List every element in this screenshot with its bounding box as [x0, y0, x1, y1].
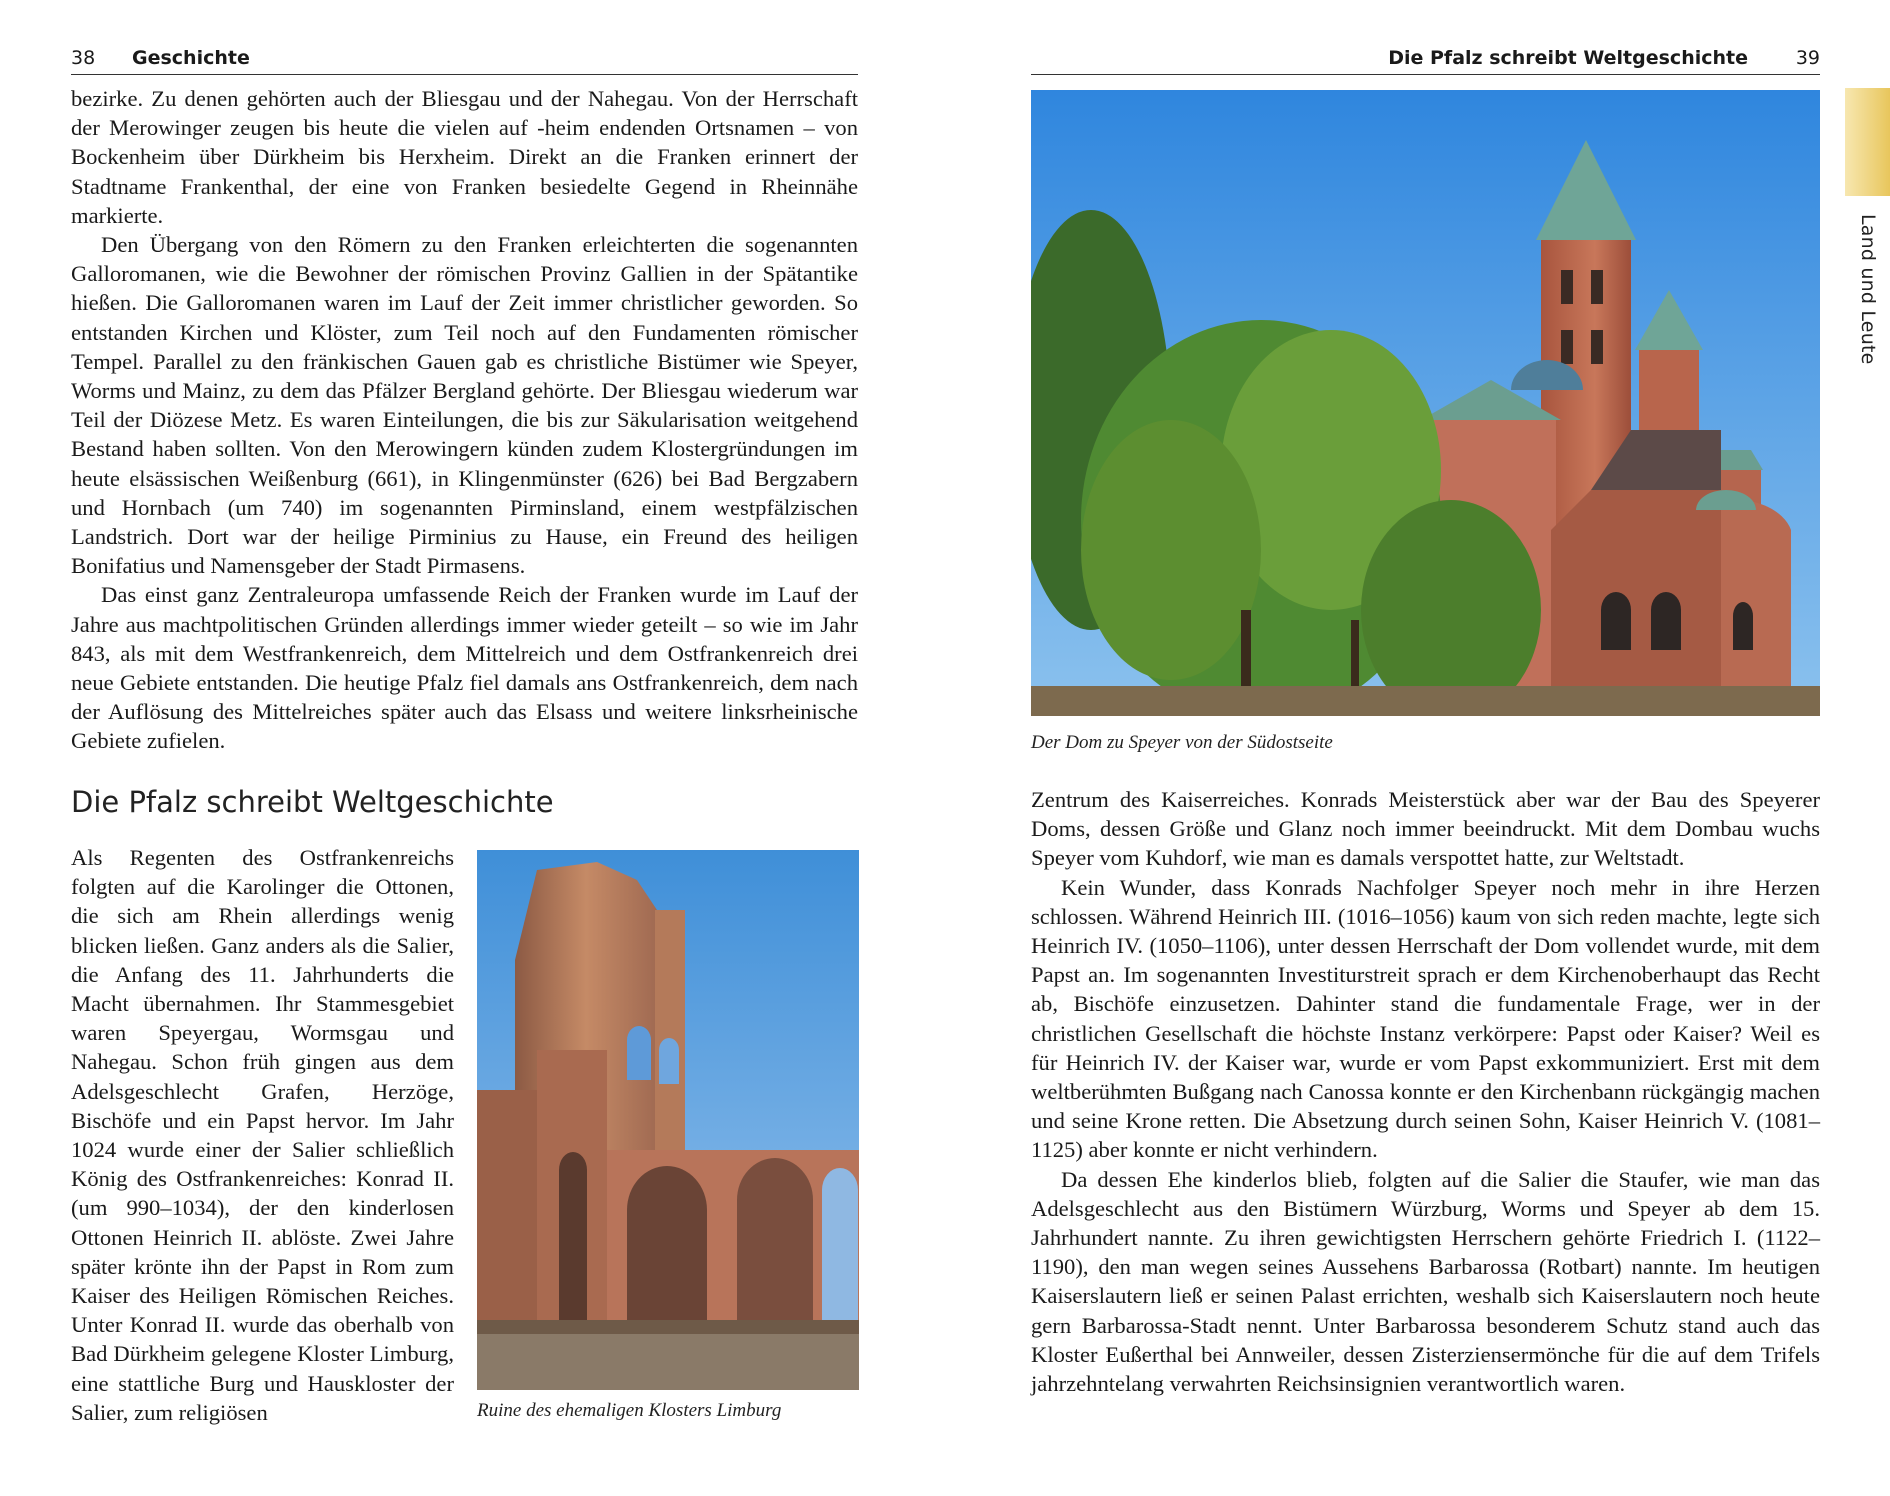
speyer-cathedral-photo — [1031, 90, 1820, 716]
limburg-ruin-photo — [477, 850, 859, 1390]
paragraph: Zentrum des Kaiserreiches. Konrads Meisterstück aber war der Bau des Speyerer Doms, dessen Größe und Glanz noch immer beeindruckt. Mit dem Dombau wuchs Speyer vom Kuhdorf, wie man es damals verspottet hatte, zur Weltstadt. — [1031, 787, 1820, 871]
chapter-side-label: Land und Leute — [1857, 214, 1879, 365]
left-body-text — [71, 84, 858, 756]
left-running-head: Geschichte — [132, 47, 250, 69]
section-title: Die Pfalz schreibt Weltgeschichte — [71, 785, 554, 819]
paragraph: Da dessen Ehe kinderlos blieb, folgten auf die Salier die Staufer, wie man das Adelsgeschlecht aus den Bistümern Würzburg, Worms und Speyer ab dem 15. Jahrhundert nannte. Zu ihren gewichtigsten Herrschern gehörte Friedrich I. (1122–1190), den man wegen seines Aussehens Barbarossa (Rotbart) nannte. Im heutigen Kaiserslautern ließ er seinen Palast errichten, weshalb sich Kaiserslautern noch heute gern Barbarossa-Stadt nennt. Unter Barbarossa besonderem Schutz stand auch das Kloster Eußerthal bei Annweiler, dessen Zisterziensermönche für die auf dem Trifels jahrzehntelang verwahrten Reichsinsignien verantwortlich waren. — [1031, 1166, 1820, 1397]
left-page-number: 38 — [71, 47, 96, 69]
paragraph: bezirke. Zu denen gehörten auch der Bliesgau und der Nahegau. Von der Herrschaft der Merowinger zeugen bis heute die vielen auf -heim endenden Ortsnamen – von Bockenheim über Dürkheim bis Herxheim. Direkt an die Franken erinnert der Stadtname Frankenthal, der eine von Franken besiedelte Gegend in Rheinnähe markierte. — [71, 86, 858, 228]
left-running-header — [71, 44, 858, 75]
right-running-header — [1031, 44, 1820, 75]
paragraph: Den Übergang von den Römern zu den Franken erleichterten die sogenannten Galloromanen, wie die Bewohner der römischen Provinz Gallien in der Spätantike hießen. Die Galloromanen waren im Lauf der Zeit immer christlicher geworden. So entstanden Kirchen und Klöster, zum Teil noch auf den Fundamenten römischer Tempel. Parallel zu den fränkischen Gauen gab es christliche Bistümer wie Speyer, Worms und Mainz, zu dem das Pfälzer Bergland gehörte. Der Bliesgau wiederum war Teil der Diözese Metz. Es waren Einteilungen, die bis zur Säkularisation weitgehend Bestand haben sollten. Von den Merowingern künden zudem Klostergründungen im heute elsässischen Weißenburg (661), in Klingenmünster (626) bei Bad Bergzabern und Hornbach (um 740) im sogenannten Pirminsland, einem westpfälzischen Landstrich. Dort war der heilige Pirminius zu Hause, ein Freund des heiligen Bonifatius und Namensgeber der Stadt Pirmasens. — [71, 232, 858, 579]
paragraph: Das einst ganz Zentraleuropa umfassende Reich der Franken wurde im Lauf der Jahre aus machtpolitischen Gründen allerdings immer wieder geteilt – so wie im Jahr 843, als mit dem Westfrankenreich, dem Mittelreich und dem Ostfrankenreich drei neue Gebiete entstanden. Die heutige Pfalz fiel damals ans Ostfrankenreich, dem nach der Auflösung des Mittelreiches später auch das Elsass und weitere linksrheinische Gebiete zufielen. — [71, 582, 858, 754]
chapter-tab-marker — [1845, 88, 1890, 196]
paragraph: Als Regenten des Ostfrankenreichs folgten auf die Karolinger die Ottonen, die sich am Rhein allerdings wenig blicken ließen. Ganz anders als die Salier, die Anfang des 11. Jahrhunderts die Macht übernahmen. Ihr Stammesgebiet waren Speyergau, Wormsgau und Nahegau. Schon früh gingen aus dem Adelsgeschlecht Grafen, Herzöge, Bischöfe und ein Papst hervor. Im Jahr 1024 wurde einer der Salier schließlich König des Ostfrankenreiches: Konrad II. (um 990–1034), der den kinderlosen Ottonen Heinrich II. ablöste. Zwei Jahre später krönte ihn der Papst in Rom zum Kaiser des Heiligen Römischen Reiches. Unter Konrad II. wurde das oberhalb von Bad Dürkheim gelegene Kloster Limburg, eine stattliche Burg und Hauskloster der Salier, zum religiösen — [71, 845, 454, 1425]
right-running-head: Die Pfalz schreibt Weltgeschichte — [1388, 47, 1748, 69]
speyer-photo-caption: Der Dom zu Speyer von der Südostseite — [1031, 732, 1333, 753]
right-body-text — [1031, 785, 1820, 1398]
right-page-number: 39 — [1795, 47, 1820, 69]
limburg-photo-caption: Ruine des ehemaligen Klosters Limburg — [477, 1400, 782, 1421]
left-column-text — [71, 843, 454, 1427]
paragraph: Kein Wunder, dass Konrads Nachfolger Speyer noch mehr in ihre Herzen schlossen. Während Heinrich III. (1016–1056) kaum von sich reden machte, legte sich Heinrich IV. (1050–1106), unter dessen Herrschaft der Dom vollendet wurde, mit dem Papst an. Im sogenannten Investiturstreit sprach er dem Kirchenoberhaupt das Recht ab, Bischöfe einzusetzen. Dahinter stand die fundamentale Frage, wer in der christlichen Gesellschaft die höchste Instanz verkörpere: Papst oder Kaiser? Weil es für Heinrich IV. der Kaiser war, wurde er vom Papst exkommuniziert. Erst mit dem weltberühmten Bußgang nach Canossa konnte er den Kirchenbann rückgängig machen und seine Krone retten. Die Absetzung durch seinen Sohn, Kaiser Heinrich V. (1081–1125) aber konnte er nicht verhindern. — [1031, 874, 1820, 1163]
right-page — [945, 0, 1890, 1496]
